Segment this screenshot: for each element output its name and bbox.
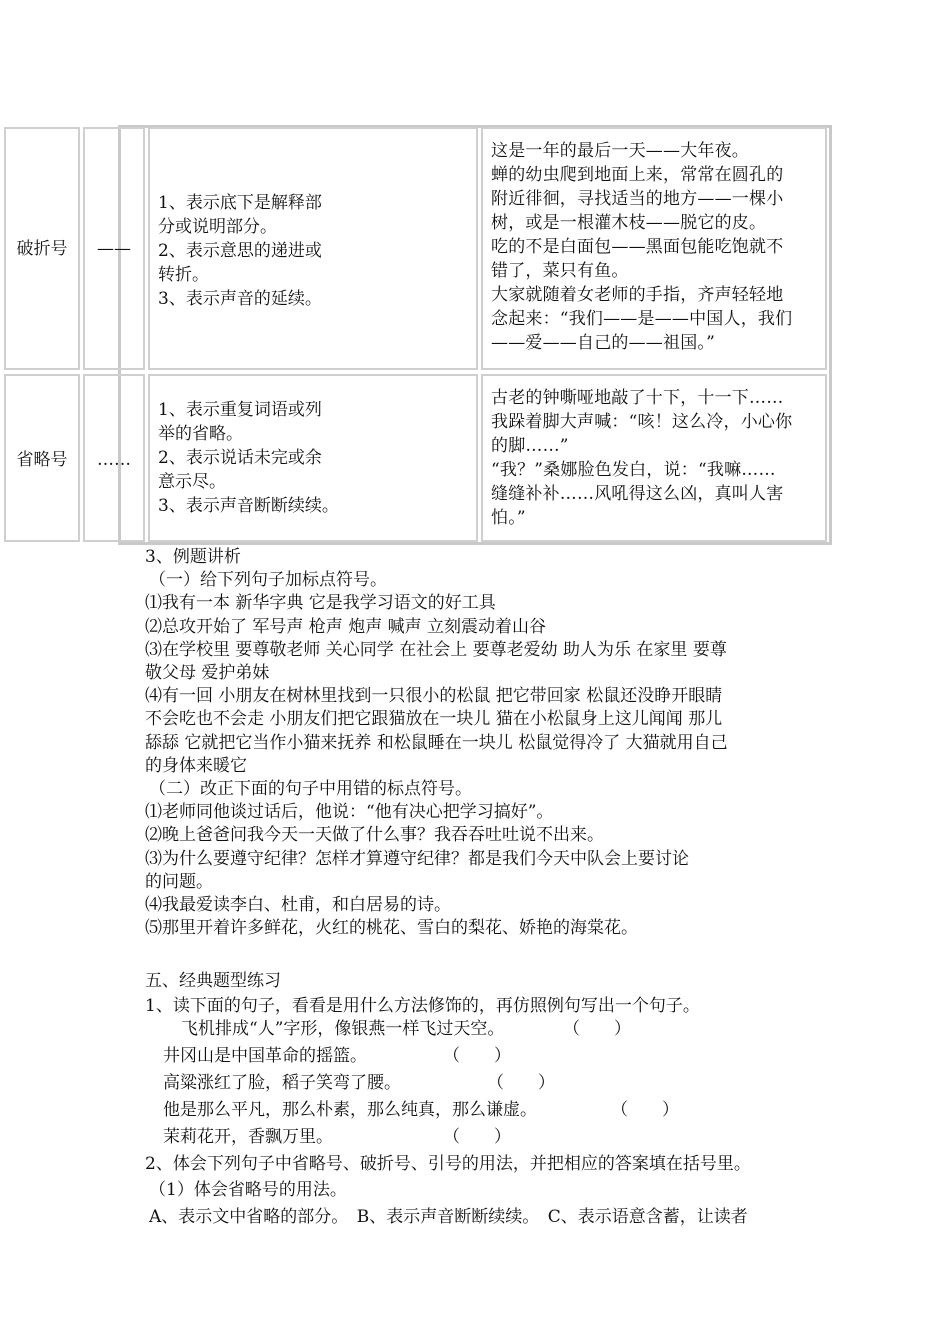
subsection-heading: （二）改正下面的句子中用错的标点符号。 — [149, 779, 472, 800]
example-line: 蝉的幼虫爬到地面上来，常常在圆孔的 — [491, 165, 784, 185]
section-example-analysis — [145, 546, 835, 940]
exercise-line: ⑴老师同他谈过话后，他说：“他有决心把学习搞好”。 — [145, 802, 554, 823]
question-subtitle: （1）体会省略号的用法。 — [149, 1179, 347, 1200]
sentence-text: 高粱涨红了脸，稻子笑弯了腰。 — [163, 1073, 401, 1094]
section-classic-exercises — [145, 970, 835, 1229]
section-heading: 五、经典题型练习 — [145, 971, 281, 991]
answer-blank[interactable]: （ ） — [487, 1073, 555, 1094]
example-line: ——爱——自己的——祖国。” — [491, 333, 715, 353]
subsection-heading: （一）给下列句子加标点符号。 — [149, 570, 387, 591]
punctuation-name: 破折号 — [16, 239, 68, 259]
exercise-line: ⑵晚上爸爸问我今天一天做了什么事？我吞吞吐吐说不出来。 — [145, 825, 604, 846]
exercise-line: ⑴我有一本 新华字典 它是我学习语文的好工具 — [145, 593, 496, 614]
example-line: 树，或是一根灌木枝——脱它的皮。 — [491, 213, 767, 233]
table-cell-examples — [481, 374, 827, 542]
exercise-line: 的问题。 — [145, 871, 213, 892]
example-line: 错了，菜只有鱼。 — [491, 261, 629, 281]
example-line: “我？”桑娜脸色发白，说：“我嘛…… — [491, 460, 776, 480]
exercise-line: ⑵总攻开始了 军号声 枪声 炮声 喊声 立刻震动着山谷 — [145, 616, 547, 637]
table-cell-usage — [148, 374, 478, 542]
example-sentence — [145, 1099, 835, 1126]
example-line: 古老的钟嘶哑地敲了十下，十一下…… — [491, 388, 784, 408]
answer-blank[interactable]: （ ） — [443, 1046, 511, 1067]
usage-line: 3、表示声音断断续续。 — [158, 496, 339, 516]
example-line: 我跺着脚大声喊：“咳！这么冷，小心你 — [491, 412, 793, 432]
usage-line: 转折。 — [158, 265, 209, 285]
usage-line: 意示尽。 — [158, 472, 226, 492]
sentence-text: 他是那么平凡，那么朴素，那么纯真，那么谦虚。 — [163, 1100, 537, 1121]
sentence-text: 井冈山是中国革命的摇篮。 — [163, 1046, 367, 1067]
example-line: 大家就随着女老师的手指，齐声轻轻地 — [491, 285, 784, 305]
table-cell-symbol — [83, 374, 145, 542]
punctuation-symbol: …… — [97, 450, 131, 470]
table-cell-name — [4, 374, 80, 542]
usage-line: 2、表示说话未完或余 — [158, 448, 322, 468]
usage-line: 1、表示重复词语或列 — [158, 400, 322, 420]
example-line: 缝缝补补……风吼得这么凶，真叫人害 — [491, 484, 784, 504]
example-sentence — [145, 1045, 835, 1072]
table-cell-examples — [481, 127, 827, 370]
exercise-line: ⑶为什么要遵守纪律？怎样才算遵守纪律？都是我们今天中队会上要讨论 — [145, 848, 689, 869]
exercise-line: ⑷有一回 小朋友在树林里找到一只很小的松鼠 把它带回家 松鼠还没睁开眼睛 — [145, 686, 723, 707]
example-line: 这是一年的最后一天——大年夜。 — [491, 141, 749, 161]
question-title: 1、读下面的句子，看看是用什么方法修饰的，再仿照例句写出一个句子。 — [145, 996, 700, 1017]
exercise-line: ⑷我最爱读李白、杜甫，和白居易的诗。 — [145, 895, 451, 916]
table-cell-usage — [148, 127, 478, 370]
sentence-text: 茉莉花开，香飘万里。 — [163, 1127, 333, 1148]
usage-line: 举的省略。 — [158, 424, 243, 444]
exercise-line: ⑸那里开着许多鲜花，火红的桃花、雪白的梨花、娇艳的海棠花。 — [145, 918, 638, 939]
example-sentence — [145, 1126, 835, 1153]
answer-blank[interactable]: （ ） — [563, 1019, 631, 1040]
table-cell-name — [4, 127, 80, 370]
punctuation-name: 省略号 — [16, 450, 68, 470]
usage-line: 2、表示意思的递进或 — [158, 241, 322, 261]
answer-blank[interactable]: （ ） — [443, 1127, 511, 1148]
exercise-line: 的身体来暖它 — [145, 755, 247, 776]
usage-line: 分或说明部分。 — [158, 217, 277, 237]
usage-line: 1、表示底下是解释部 — [158, 193, 322, 213]
example-line: 的脚……” — [491, 436, 569, 456]
answer-options: A、表示文中省略的部分。 B、表示声音断断续续。 C、表示语意含蓄，让读者 — [149, 1206, 748, 1227]
answer-blank[interactable]: （ ） — [611, 1100, 679, 1121]
exercise-line: ⑶在学校里 要尊敬老师 关心同学 在社会上 要尊老爱幼 助人为乐 在家里 要尊 — [145, 639, 727, 660]
exercise-line: 舔舔 它就把它当作小猫来抚养 和松鼠睡在一块儿 松鼠觉得冷了 大猫就用自己 — [145, 732, 728, 753]
sentence-text: 飞机排成“人”字形，像银燕一样飞过天空。 — [181, 1019, 505, 1040]
exercise-line: 不会吃也不会走 小朋友们把它跟猫放在一块儿 猫在小松鼠身上这儿闻闻 那儿 — [145, 709, 723, 730]
section-heading: 3、例题讲析 — [145, 547, 241, 567]
question-title: 2、体会下列句子中省略号、破折号、引号的用法，并把相应的答案填在括号里。 — [145, 1154, 751, 1175]
example-line: 附近徘徊，寻找适当的地方——一棵小 — [491, 189, 784, 209]
example-sentence — [145, 1018, 835, 1045]
example-line: 念起来：“我们——是——中国人，我们 — [491, 309, 793, 329]
example-line: 怕。” — [491, 508, 526, 528]
example-line: 吃的不是白面包——黑面包能吃饱就不 — [491, 237, 784, 257]
punctuation-symbol: —— — [97, 239, 131, 259]
example-sentence — [145, 1072, 835, 1099]
exercise-line: 敬父母 爱护弟妹 — [145, 663, 270, 684]
table-cell-symbol — [83, 127, 145, 370]
usage-line: 3、表示声音的延续。 — [158, 289, 322, 309]
